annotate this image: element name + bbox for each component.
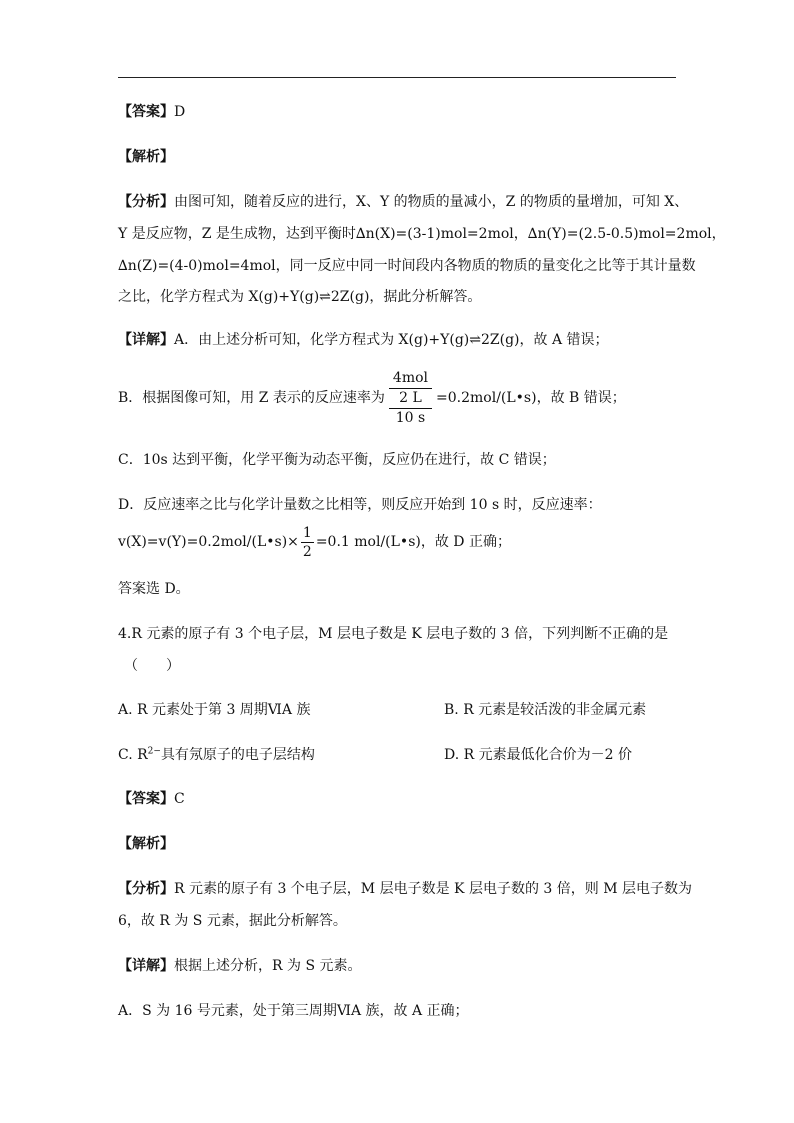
- xiangjie-label: 【详解】: [118, 958, 174, 974]
- fraction-numerator: 1: [302, 524, 312, 541]
- q3-conclusion: 答案选 D。: [118, 581, 190, 597]
- q3-fenxi-line-3: ∆n(Z)=(4-0)mol=4mol，同一反应中同一时间段内各物质的物质的量变化之比等于其计量数: [118, 258, 696, 274]
- q3-fenxi-line-4: 之比，化学方程式为 X(g)+Y(g)⇌2Z(g)，据此分析解答。: [118, 289, 482, 305]
- half-fraction: [301, 524, 314, 561]
- xiangjie-label: 【详解】: [118, 332, 174, 348]
- q3-option-d-explain-1: D．反应速率之比与化学计量数之比相等，则反应开始到 10 s 时，反应速率：: [118, 497, 602, 513]
- answer-value: D: [174, 104, 186, 120]
- q3-option-d-explain-2: [118, 522, 511, 562]
- answer-value: C: [174, 791, 185, 807]
- b-post-text: =0.2mol/(L•s)，故 B 错误；: [436, 390, 626, 406]
- xiangjie-a-text: A．由上述分析可知，化学方程式为 X(g)+Y(g)⇌2Z(g)，故 A 错误；: [174, 332, 609, 348]
- q4-option-a-explain: A．S 为 16 号元素，处于第三周期ⅥA 族，故 A 正确；: [118, 1003, 469, 1019]
- fraction-denominator: 2: [302, 543, 312, 560]
- q4-stem-line-2: （ ）: [124, 658, 180, 674]
- d-post-text: =0.1 mol/(L•s)，故 D 正确；: [315, 534, 511, 550]
- q3-option-c-explain: C．10s 达到平衡，化学平衡为动态平衡，反应仍在进行，故 C 错误；: [118, 452, 556, 468]
- rate-fraction: [389, 369, 432, 428]
- q4-xiangjie-line: [118, 956, 361, 976]
- b-pre-text: B．根据图像可知，用 Z 表示的反应速率为: [118, 390, 385, 406]
- q4-stem-line-1: 4.R 元素的原子有 3 个电子层，M 层电子数是 K 层电子数的 3 倍，下列判断不正确的是: [118, 626, 669, 642]
- q3-option-b-explain: [118, 368, 626, 428]
- answer-label: 【答案】: [118, 791, 174, 807]
- xiangjie-text: 根据上述分析，R 为 S 元素。: [174, 958, 362, 974]
- header-rule: [118, 77, 676, 78]
- q4-option-d: D. R 元素最低化合价为－2 价: [444, 747, 632, 763]
- q4-option-b: B. R 元素是较活泼的非金属元素: [444, 702, 647, 718]
- q4-option-c: [118, 745, 315, 765]
- fraction-bottom: 10 s: [395, 409, 426, 426]
- q3-answer-line: [118, 102, 185, 122]
- q4-analysis-heading: 【解析】: [118, 836, 174, 852]
- fenxi-text: R 元素的原子有 3 个电子层，M 层电子数是 K 层电子数的 3 倍，则 M 层电子数为: [174, 881, 692, 897]
- q4-fenxi-line-1: [118, 879, 692, 899]
- fraction-mid: 2 L: [389, 389, 432, 409]
- fraction-top: 4mol: [389, 369, 432, 389]
- option-c-pre: C. R: [118, 747, 148, 763]
- answer-label: 【答案】: [118, 104, 174, 120]
- charge-superscript: 2−: [147, 746, 161, 757]
- q4-fenxi-line-2: 6，故 R 为 S 元素，据此分析解答。: [118, 913, 347, 929]
- option-c-post: 具有氖原子的电子层结构: [160, 747, 315, 763]
- d-pre-text: v(X)=v(Y)=0.2mol/(L•s)×: [118, 534, 299, 550]
- q4-option-a: A. R 元素处于第 3 周期ⅥA 族: [118, 702, 311, 718]
- fenxi-label: 【分析】: [118, 194, 174, 210]
- q3-fenxi-line-2: Y 是反应物，Z 是生成物，达到平衡时∆n(X)=(3-1)mol=2mol，∆n(Y)=(2.5-0.5)mol=2mol，: [118, 226, 726, 242]
- q3-xiangjie-a: [118, 330, 609, 350]
- q3-fenxi-line-1: [118, 192, 688, 212]
- q3-analysis-heading: 【解析】: [118, 149, 174, 165]
- fenxi-text: 由图可知，随着反应的进行，X、Y 的物质的量减小，Z 的物质的量增加，可知 X、: [174, 194, 689, 210]
- q4-answer-line: [118, 789, 185, 809]
- fenxi-label: 【分析】: [118, 881, 174, 897]
